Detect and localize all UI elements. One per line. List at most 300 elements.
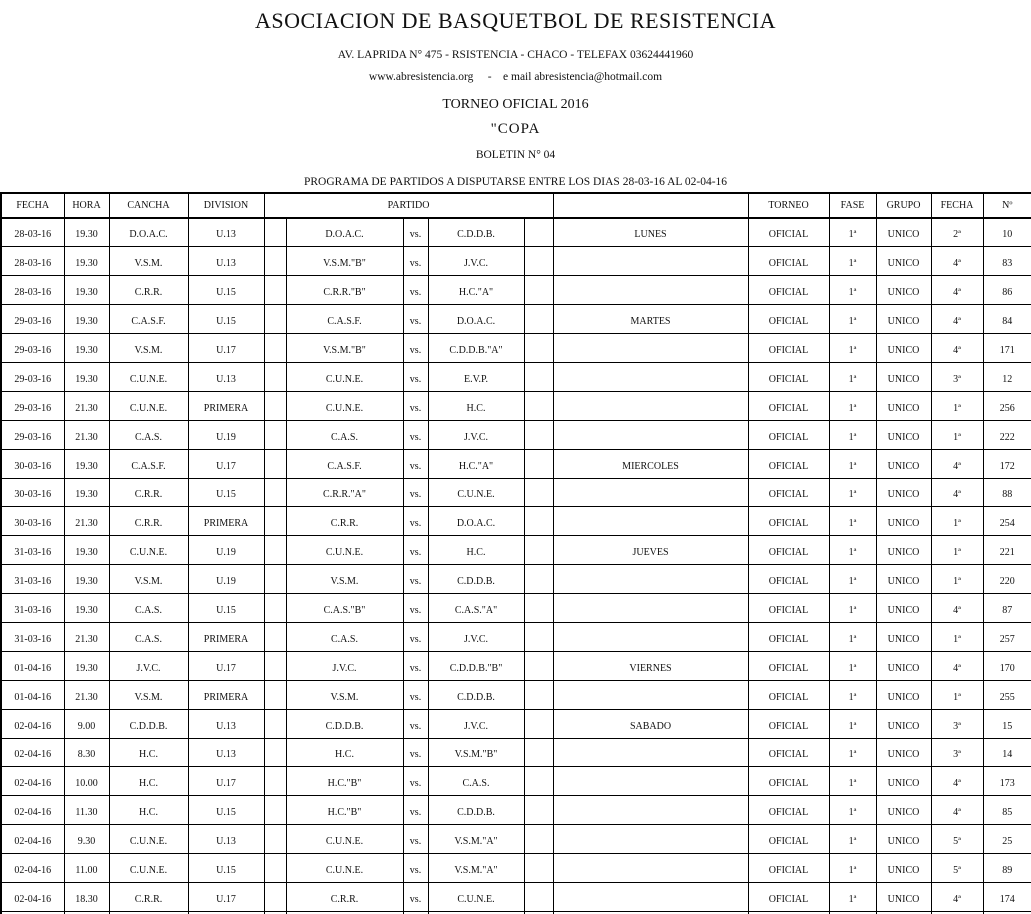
header-match-number: Nº (983, 193, 1031, 218)
torneo-cell: OFICIAL (748, 536, 829, 565)
fecha-jornada-cell: 4ª (931, 247, 983, 276)
spacer-cell (524, 622, 553, 651)
bulletin-number: BOLETIN N° 04 (475, 149, 556, 161)
spacer-cell (264, 767, 286, 796)
division-cell: PRIMERA (188, 391, 264, 420)
spacer-cell (524, 709, 553, 738)
spacer-cell (524, 738, 553, 767)
away-team-cell: C.D.D.B."A" (428, 334, 524, 363)
cancha-cell: C.R.R. (109, 507, 188, 536)
fase-cell: 1ª (829, 305, 876, 334)
match-number-cell: 171 (983, 334, 1031, 363)
torneo-cell: OFICIAL (748, 709, 829, 738)
grupo-cell: UNICO (876, 882, 931, 911)
cancha-cell: H.C. (109, 767, 188, 796)
spacer-cell (524, 276, 553, 305)
division-cell: PRIMERA (188, 507, 264, 536)
fecha-cell: 29-03-16 (1, 334, 64, 363)
fase-cell: 1ª (829, 651, 876, 680)
day-cell (553, 362, 748, 391)
torneo-cell: OFICIAL (748, 796, 829, 825)
hora-cell: 11.00 (64, 854, 109, 883)
vs-cell: vs. (403, 362, 428, 391)
fecha-jornada-cell: 1ª (931, 622, 983, 651)
away-team-cell: C.A.S."A" (428, 594, 524, 623)
fecha-cell: 02-04-16 (1, 854, 64, 883)
away-team-cell: E.V.P. (428, 362, 524, 391)
grupo-cell: UNICO (876, 709, 931, 738)
fase-cell: 1ª (829, 334, 876, 363)
torneo-cell: OFICIAL (748, 622, 829, 651)
away-team-cell: C.U.N.E. (428, 882, 524, 911)
fase-cell: 1ª (829, 709, 876, 738)
fecha-jornada-cell: 3ª (931, 362, 983, 391)
grupo-cell: UNICO (876, 334, 931, 363)
contact-line: www.abresistencia.org - e mail abresistencia@hotmail.com (368, 71, 663, 83)
spacer-cell (524, 449, 553, 478)
cancha-cell: C.R.R. (109, 478, 188, 507)
hora-cell: 19.30 (64, 478, 109, 507)
day-cell (553, 767, 748, 796)
vs-cell: vs. (403, 391, 428, 420)
fase-cell: 1ª (829, 420, 876, 449)
away-team-cell: H.C."A" (428, 276, 524, 305)
cancha-cell: C.A.S. (109, 622, 188, 651)
spacer-cell (264, 420, 286, 449)
day-cell: JUEVES (553, 536, 748, 565)
fase-cell: 1ª (829, 594, 876, 623)
day-cell (553, 507, 748, 536)
match-number-cell: 221 (983, 536, 1031, 565)
day-cell: LUNES (553, 218, 748, 247)
home-team-cell: C.A.S."B" (286, 594, 403, 623)
match-number-cell: 220 (983, 565, 1031, 594)
table-row (1, 420, 1031, 449)
vs-cell: vs. (403, 796, 428, 825)
spacer-cell (524, 334, 553, 363)
vs-cell: vs. (403, 478, 428, 507)
grupo-cell: UNICO (876, 449, 931, 478)
cancha-cell: C.U.N.E. (109, 391, 188, 420)
torneo-cell: OFICIAL (748, 334, 829, 363)
division-cell: U.17 (188, 449, 264, 478)
table-row (1, 651, 1031, 680)
fecha-jornada-cell: 1ª (931, 536, 983, 565)
table-row (1, 680, 1031, 709)
spacer-cell (264, 796, 286, 825)
cancha-cell: V.S.M. (109, 247, 188, 276)
spacer-cell (524, 680, 553, 709)
cancha-cell: V.S.M. (109, 565, 188, 594)
spacer-cell (264, 276, 286, 305)
fase-cell: 1ª (829, 680, 876, 709)
fecha-jornada-cell: 1ª (931, 391, 983, 420)
match-number-cell: 88 (983, 478, 1031, 507)
grupo-cell: UNICO (876, 218, 931, 247)
fecha-jornada-cell: 5ª (931, 854, 983, 883)
fecha-cell: 02-04-16 (1, 825, 64, 854)
cancha-cell: C.U.N.E. (109, 362, 188, 391)
torneo-cell: OFICIAL (748, 565, 829, 594)
fecha-cell: 29-03-16 (1, 362, 64, 391)
table-row (1, 536, 1031, 565)
home-team-cell: C.U.N.E. (286, 854, 403, 883)
fecha-jornada-cell: 4ª (931, 334, 983, 363)
header-division: DIVISION (188, 193, 264, 218)
table-row (1, 247, 1031, 276)
spacer-cell (264, 680, 286, 709)
division-cell: U.15 (188, 276, 264, 305)
day-cell (553, 565, 748, 594)
day-cell: SABADO (553, 709, 748, 738)
day-cell (553, 882, 748, 911)
header-torneo: TORNEO (748, 193, 829, 218)
spacer-cell (264, 247, 286, 276)
fase-cell: 1ª (829, 565, 876, 594)
torneo-cell: OFICIAL (748, 362, 829, 391)
vs-cell: vs. (403, 218, 428, 247)
vs-cell: vs. (403, 680, 428, 709)
spacer-cell (524, 507, 553, 536)
fecha-cell: 02-04-16 (1, 796, 64, 825)
hora-cell: 9.00 (64, 709, 109, 738)
home-team-cell: C.R.R. (286, 507, 403, 536)
hora-cell: 21.30 (64, 391, 109, 420)
spacer-cell (264, 854, 286, 883)
table-row (1, 276, 1031, 305)
table-row (1, 622, 1031, 651)
fecha-cell: 30-03-16 (1, 449, 64, 478)
torneo-cell: OFICIAL (748, 738, 829, 767)
hora-cell: 19.30 (64, 305, 109, 334)
day-cell (553, 622, 748, 651)
table-row (1, 305, 1031, 334)
home-team-cell: H.C."B" (286, 767, 403, 796)
vs-cell: vs. (403, 334, 428, 363)
spacer-cell (264, 334, 286, 363)
address-line: AV. LAPRIDA N° 475 - RSISTENCIA - CHACO - TELEFAX 03624441960 (337, 49, 694, 61)
table-row (1, 334, 1031, 363)
grupo-cell: UNICO (876, 767, 931, 796)
away-team-cell: C.D.D.B. (428, 680, 524, 709)
hora-cell: 19.30 (64, 218, 109, 247)
vs-cell: vs. (403, 247, 428, 276)
division-cell: U.15 (188, 478, 264, 507)
spacer-cell (524, 391, 553, 420)
vs-cell: vs. (403, 709, 428, 738)
division-cell: U.15 (188, 854, 264, 883)
home-team-cell: H.C. (286, 738, 403, 767)
table-row (1, 767, 1031, 796)
table-row (1, 565, 1031, 594)
home-team-cell: C.U.N.E. (286, 825, 403, 854)
vs-cell: vs. (403, 420, 428, 449)
cancha-cell: V.S.M. (109, 334, 188, 363)
cancha-cell: J.V.C. (109, 651, 188, 680)
cancha-cell: C.A.S. (109, 594, 188, 623)
fase-cell: 1ª (829, 825, 876, 854)
header-fase: FASE (829, 193, 876, 218)
fase-cell: 1ª (829, 536, 876, 565)
table-row (1, 825, 1031, 854)
fase-cell: 1ª (829, 738, 876, 767)
vs-cell: vs. (403, 622, 428, 651)
hora-cell: 21.30 (64, 622, 109, 651)
vs-cell: vs. (403, 767, 428, 796)
hora-cell: 19.30 (64, 247, 109, 276)
match-number-cell: 10 (983, 218, 1031, 247)
division-cell: PRIMERA (188, 622, 264, 651)
day-cell (553, 738, 748, 767)
home-team-cell: H.C."B" (286, 796, 403, 825)
fase-cell: 1ª (829, 882, 876, 911)
spacer-cell (264, 565, 286, 594)
torneo-cell: OFICIAL (748, 391, 829, 420)
home-team-cell: C.A.S.F. (286, 305, 403, 334)
away-team-cell: C.D.D.B. (428, 796, 524, 825)
hora-cell: 19.30 (64, 536, 109, 565)
match-number-cell: 222 (983, 420, 1031, 449)
spacer-cell (524, 854, 553, 883)
away-team-cell: J.V.C. (428, 622, 524, 651)
vs-cell: vs. (403, 594, 428, 623)
division-cell: U.13 (188, 738, 264, 767)
fixtures-table (0, 192, 1031, 914)
away-team-cell: V.S.M."A" (428, 825, 524, 854)
vs-cell: vs. (403, 738, 428, 767)
match-number-cell: 257 (983, 622, 1031, 651)
fase-cell: 1ª (829, 507, 876, 536)
header-grupo: GRUPO (876, 193, 931, 218)
vs-cell: vs. (403, 536, 428, 565)
day-cell (553, 594, 748, 623)
grupo-cell: UNICO (876, 276, 931, 305)
fecha-jornada-cell: 4ª (931, 882, 983, 911)
spacer-cell (524, 247, 553, 276)
fecha-cell: 31-03-16 (1, 565, 64, 594)
cancha-cell: C.D.D.B. (109, 709, 188, 738)
header-cancha: CANCHA (109, 193, 188, 218)
table-row (1, 478, 1031, 507)
cancha-cell: C.A.S.F. (109, 305, 188, 334)
table-row (1, 449, 1031, 478)
spacer-cell (524, 796, 553, 825)
fase-cell: 1ª (829, 796, 876, 825)
vs-cell: vs. (403, 651, 428, 680)
division-cell: U.15 (188, 594, 264, 623)
division-cell: U.17 (188, 882, 264, 911)
grupo-cell: UNICO (876, 362, 931, 391)
spacer-cell (264, 478, 286, 507)
day-cell (553, 334, 748, 363)
away-team-cell: C.D.D.B."B" (428, 651, 524, 680)
fase-cell: 1ª (829, 622, 876, 651)
match-number-cell: 15 (983, 709, 1031, 738)
vs-cell: vs. (403, 449, 428, 478)
fecha-jornada-cell: 1ª (931, 507, 983, 536)
home-team-cell: J.V.C. (286, 651, 403, 680)
fecha-jornada-cell: 5ª (931, 825, 983, 854)
vs-cell: vs. (403, 276, 428, 305)
away-team-cell: J.V.C. (428, 709, 524, 738)
spacer-cell (524, 536, 553, 565)
fecha-jornada-cell: 4ª (931, 478, 983, 507)
day-cell: MARTES (553, 305, 748, 334)
home-team-cell: V.S.M."B" (286, 247, 403, 276)
fase-cell: 1ª (829, 449, 876, 478)
torneo-cell: OFICIAL (748, 680, 829, 709)
torneo-cell: OFICIAL (748, 420, 829, 449)
home-team-cell: V.S.M. (286, 680, 403, 709)
fecha-jornada-cell: 4ª (931, 796, 983, 825)
schedule-body (1, 218, 1031, 914)
header-fecha-jornada: FECHA (931, 193, 983, 218)
fecha-cell: 01-04-16 (1, 651, 64, 680)
header-row (1, 193, 1031, 218)
division-cell: U.13 (188, 218, 264, 247)
grupo-cell: UNICO (876, 680, 931, 709)
spacer-cell (524, 478, 553, 507)
match-number-cell: 25 (983, 825, 1031, 854)
home-team-cell: V.S.M. (286, 565, 403, 594)
torneo-cell: OFICIAL (748, 594, 829, 623)
spacer-cell (264, 391, 286, 420)
cancha-cell: D.O.A.C. (109, 218, 188, 247)
hora-cell: 21.30 (64, 420, 109, 449)
away-team-cell: V.S.M."B" (428, 738, 524, 767)
fecha-jornada-cell: 1ª (931, 420, 983, 449)
spacer-cell (264, 362, 286, 391)
fecha-cell: 02-04-16 (1, 767, 64, 796)
division-cell: U.13 (188, 247, 264, 276)
grupo-cell: UNICO (876, 796, 931, 825)
grupo-cell: UNICO (876, 391, 931, 420)
hora-cell: 19.30 (64, 449, 109, 478)
fase-cell: 1ª (829, 247, 876, 276)
hora-cell: 21.30 (64, 680, 109, 709)
fase-cell: 1ª (829, 767, 876, 796)
grupo-cell: UNICO (876, 507, 931, 536)
hora-cell: 11.30 (64, 796, 109, 825)
home-team-cell: C.U.N.E. (286, 391, 403, 420)
grupo-cell: UNICO (876, 622, 931, 651)
home-team-cell: C.A.S. (286, 622, 403, 651)
hora-cell: 9.30 (64, 825, 109, 854)
spacer-cell (264, 651, 286, 680)
match-number-cell: 87 (983, 594, 1031, 623)
home-team-cell: C.A.S. (286, 420, 403, 449)
spacer-cell (524, 651, 553, 680)
hora-cell: 19.30 (64, 594, 109, 623)
torneo-cell: OFICIAL (748, 276, 829, 305)
vs-cell: vs. (403, 854, 428, 883)
fecha-cell: 31-03-16 (1, 622, 64, 651)
spacer-cell (264, 825, 286, 854)
program-title: PROGRAMA DE PARTIDOS A DISPUTARSE ENTRE LOS DIAS 28-03-16 AL 02-04-16 (303, 176, 728, 188)
fase-cell: 1ª (829, 276, 876, 305)
torneo-cell: OFICIAL (748, 305, 829, 334)
table-row (1, 507, 1031, 536)
spacer-cell (264, 305, 286, 334)
fecha-cell: 31-03-16 (1, 536, 64, 565)
torneo-cell: OFICIAL (748, 825, 829, 854)
torneo-cell: OFICIAL (748, 247, 829, 276)
spacer-cell (524, 565, 553, 594)
fecha-cell: 29-03-16 (1, 420, 64, 449)
table-row (1, 218, 1031, 247)
fecha-jornada-cell: 1ª (931, 565, 983, 594)
home-team-cell: D.O.A.C. (286, 218, 403, 247)
hora-cell: 10.00 (64, 767, 109, 796)
day-cell (553, 478, 748, 507)
day-cell (553, 420, 748, 449)
spacer-cell (524, 882, 553, 911)
torneo-cell: OFICIAL (748, 218, 829, 247)
cancha-cell: H.C. (109, 738, 188, 767)
division-cell: U.15 (188, 305, 264, 334)
cancha-cell: C.A.S. (109, 420, 188, 449)
away-team-cell: J.V.C. (428, 247, 524, 276)
grupo-cell: UNICO (876, 594, 931, 623)
match-number-cell: 83 (983, 247, 1031, 276)
fase-cell: 1ª (829, 218, 876, 247)
spacer-cell (264, 738, 286, 767)
fecha-jornada-cell: 4ª (931, 651, 983, 680)
match-number-cell: 14 (983, 738, 1031, 767)
away-team-cell: H.C. (428, 391, 524, 420)
match-number-cell: 172 (983, 449, 1031, 478)
fecha-cell: 29-03-16 (1, 391, 64, 420)
table-row (1, 738, 1031, 767)
day-cell (553, 276, 748, 305)
grupo-cell: UNICO (876, 565, 931, 594)
away-team-cell: C.D.D.B. (428, 218, 524, 247)
torneo-cell: OFICIAL (748, 651, 829, 680)
spacer-cell (524, 420, 553, 449)
division-cell: U.19 (188, 565, 264, 594)
spacer-cell (264, 709, 286, 738)
document-header (0, 0, 1031, 192)
match-number-cell: 86 (983, 276, 1031, 305)
day-cell: VIERNES (553, 651, 748, 680)
vs-cell: vs. (403, 882, 428, 911)
match-number-cell: 256 (983, 391, 1031, 420)
match-number-cell: 255 (983, 680, 1031, 709)
division-cell: U.17 (188, 651, 264, 680)
division-cell: U.15 (188, 796, 264, 825)
cancha-cell: C.A.S.F. (109, 449, 188, 478)
cancha-cell: C.U.N.E. (109, 825, 188, 854)
day-cell (553, 391, 748, 420)
torneo-cell: OFICIAL (748, 854, 829, 883)
match-number-cell: 12 (983, 362, 1031, 391)
division-cell: U.19 (188, 420, 264, 449)
fecha-jornada-cell: 4ª (931, 305, 983, 334)
hora-cell: 21.30 (64, 507, 109, 536)
fase-cell: 1ª (829, 478, 876, 507)
table-row (1, 796, 1031, 825)
home-team-cell: C.R.R."B" (286, 276, 403, 305)
grupo-cell: UNICO (876, 854, 931, 883)
match-number-cell: 85 (983, 796, 1031, 825)
fase-cell: 1ª (829, 391, 876, 420)
fecha-cell: 02-04-16 (1, 882, 64, 911)
spacer-cell (264, 594, 286, 623)
fecha-cell: 28-03-16 (1, 247, 64, 276)
fecha-jornada-cell: 4ª (931, 449, 983, 478)
header-hora: HORA (64, 193, 109, 218)
grupo-cell: UNICO (876, 825, 931, 854)
